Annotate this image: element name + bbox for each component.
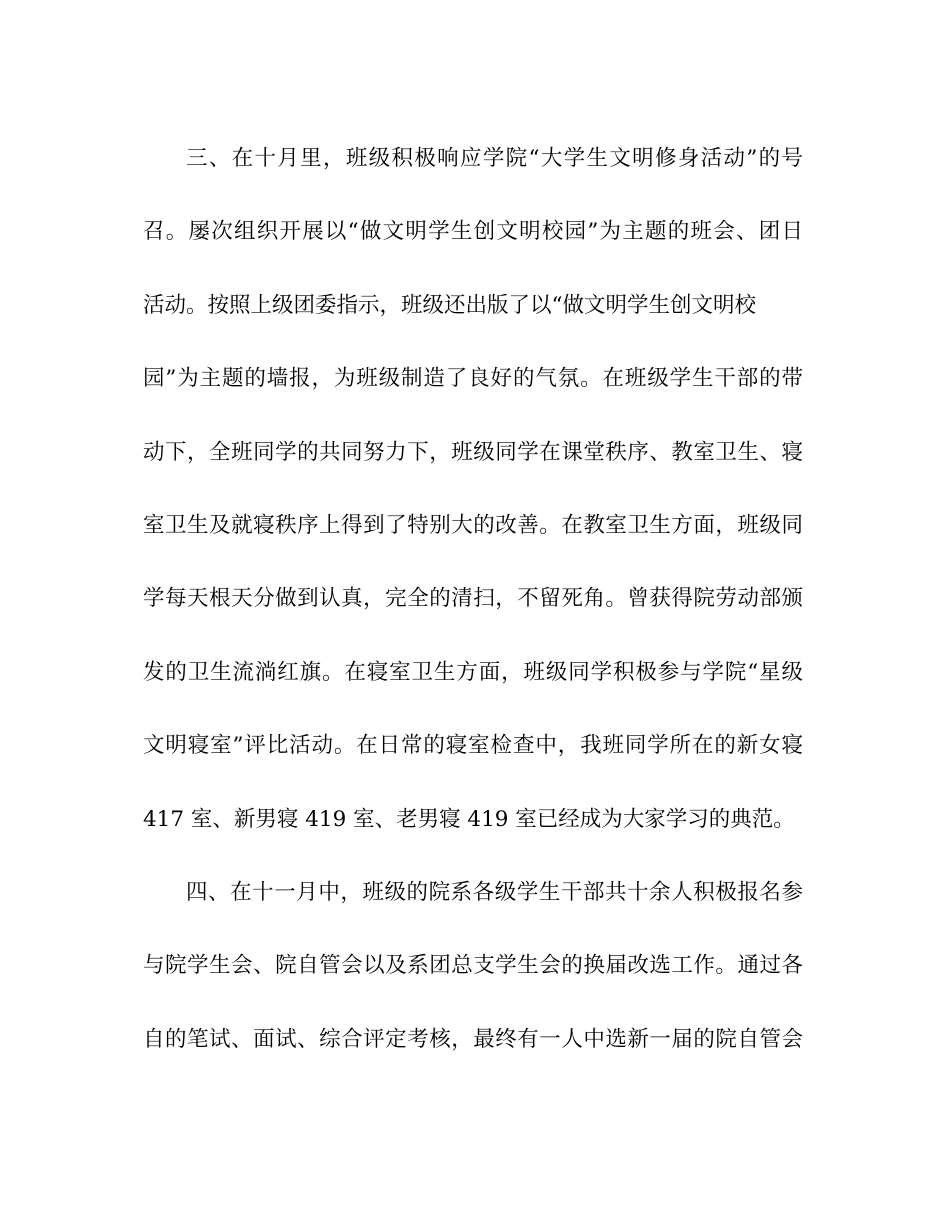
paragraph-3-line-7: 学每天根天分做到认真，完全的清扫，不留死角。曾获得院劳动部颁 [143,586,803,612]
paragraph-3-line-6: 室卫生及就寝秩序上得到了特别大的改善。在教室卫生方面，班级同 [143,512,803,538]
document-body [143,136,803,1090]
paragraph-3-line-8: 发的卫生流淌红旗。在寝室卫生方面，班级同学积极参与学院“星级 [143,659,803,685]
paragraph-3-line-4: 园”为主题的墙报，为班级制造了良好的气氛。在班级学生干部的带 [143,366,803,392]
paragraph-3-line-1: 三、在十月里，班级积极响应学院“大学生文明修身活动”的号 [186,146,803,171]
paragraph-3-line-10: 417 室、新男寝 419 室、老男寝 419 室已经成为大家学习的典范。 [143,806,795,832]
paragraph-4-line-2: 与院学生会、院自管会以及系团总支学生会的换届改选工作。通过各 [143,953,803,979]
paragraph-4-line-3: 自的笔试、面试、综合评定考核，最终有一人中选新一届的院自管会 [143,1026,803,1052]
paragraph-3-line-9: 文明寝室”评比活动。在日常的寝室检查中，我班同学所在的新女寝 [143,733,803,759]
paragraph-3-line-5: 动下，全班同学的共同努力下，班级同学在课堂秩序、教室卫生、寝 [143,439,803,465]
paragraph-3-line-3: 活动。按照上级团委指示，班级还出版了以“做文明学生创文明校 [143,292,756,318]
paragraph-3-line-2: 召。屡次组织开展以“做文明学生创文明校园”为主题的班会、团日 [143,219,803,245]
paragraph-4-line-1: 四、在十一月中，班级的院系各级学生干部共十余人积极报名参 [186,879,803,905]
